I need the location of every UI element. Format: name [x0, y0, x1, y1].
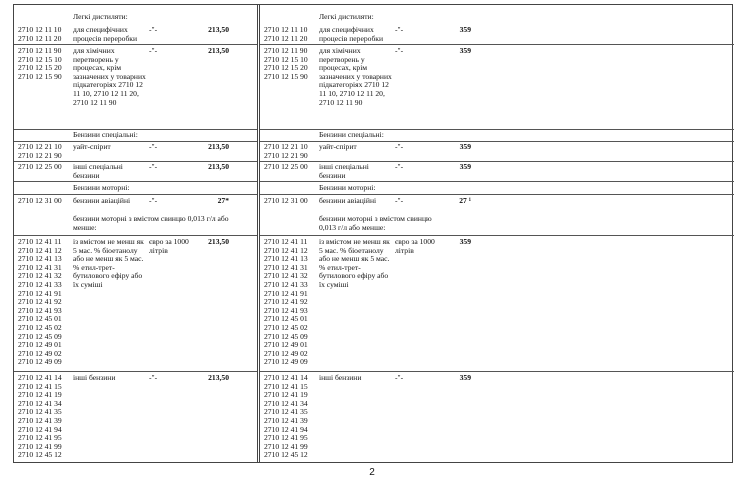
row-separator [14, 371, 257, 372]
unit-of-measure: -"- [149, 162, 158, 171]
unit-of-measure: -"- [395, 46, 404, 55]
goods-description: для хімічних перетворень у процесах, крім зазначених у товарних підкатегоріях 2710 12 11 10, 2710 12 11 20, 2710 12 11 90 [73, 46, 146, 107]
row-separator [14, 44, 257, 45]
tariff-codes: 2710 12 31 00 [18, 196, 62, 205]
row-separator [260, 44, 734, 45]
excise-rate: 213,50 [208, 237, 229, 246]
goods-description: інші спеціальні бензини [319, 162, 369, 180]
section-heading: Легкі дистиляти: [319, 12, 374, 21]
goods-description: із вмістом не менш як 5 мас. % біоетанолу або не менш як 5 мас. % етил-трет-бутилового ефіру або їх суміші [73, 237, 144, 289]
tariff-codes: 2710 12 41 14 2710 12 41 15 2710 12 41 19 2710 12 41 34 2710 12 41 35 2710 12 41 39 2710 12 41 94 2710 12 41 95 2710 12 41 99 2710 12 45 12 [18, 373, 62, 460]
row-separator [260, 181, 734, 182]
section-heading: Легкі дистиляти: [73, 12, 128, 21]
comparison-table [13, 4, 733, 463]
section-heading: Бензини спеціальні: [73, 130, 138, 139]
excise-rate: 213,50 [208, 162, 229, 171]
tariff-codes: 2710 12 25 00 [18, 162, 62, 171]
unit-of-measure: -"- [395, 196, 404, 205]
page-number: 2 [369, 467, 375, 478]
row-separator [260, 235, 734, 236]
excise-rate: 27* [217, 196, 229, 205]
unit-of-measure: євро за 1000 літрів [149, 237, 189, 255]
tariff-codes: 2710 12 11 90 2710 12 15 10 2710 12 15 20 2710 12 15 90 [18, 46, 62, 81]
row-separator [260, 371, 734, 372]
excise-rate: 359 [459, 237, 471, 246]
row-separator [260, 194, 734, 195]
tariff-codes: 2710 12 11 90 2710 12 15 10 2710 12 15 20 2710 12 15 90 [264, 46, 308, 81]
excise-rate: 213,50 [208, 25, 229, 34]
section-heading: Бензини моторні: [73, 183, 130, 192]
unit-of-measure: -"- [395, 142, 404, 151]
section-heading: Бензини спеціальні: [319, 130, 384, 139]
tariff-codes: 2710 12 41 11 2710 12 41 12 2710 12 41 13 2710 12 41 31 2710 12 41 32 2710 12 41 33 2710 12 41 91 2710 12 41 92 2710 12 41 93 2710 12 45 01 2710 12 45 02 2710 12 45 09 2710 12 49 01 2710 12 49 02 2710 12 49 09 [264, 237, 308, 367]
excise-rate: 213,50 [208, 46, 229, 55]
tariff-codes: 2710 12 41 11 2710 12 41 12 2710 12 41 13 2710 12 41 31 2710 12 41 32 2710 12 41 33 2710 12 41 91 2710 12 41 92 2710 12 41 93 2710 12 45 01 2710 12 45 02 2710 12 45 09 2710 12 49 01 2710 12 49 02 2710 12 49 09 [18, 237, 62, 367]
row-separator [14, 194, 257, 195]
unit-of-measure: -"- [395, 373, 404, 382]
unit-of-measure: євро за 1000 літрів [395, 237, 435, 255]
section-heading: Бензини моторні: [319, 183, 376, 192]
tariff-codes: 2710 12 31 00 [264, 196, 308, 205]
tariff-codes: 2710 12 21 10 2710 12 21 90 [18, 142, 62, 160]
tariff-codes: 2710 12 21 10 2710 12 21 90 [264, 142, 308, 160]
excise-rate: 359 [459, 373, 471, 382]
unit-of-measure: -"- [149, 142, 158, 151]
unit-of-measure: -"- [395, 162, 404, 171]
goods-description: уайт-спірит [319, 142, 357, 151]
tariff-codes: 2710 12 41 14 2710 12 41 15 2710 12 41 19 2710 12 41 34 2710 12 41 35 2710 12 41 39 2710 12 41 94 2710 12 41 95 2710 12 41 99 2710 12 45 12 [264, 373, 308, 460]
tariff-codes: 2710 12 25 00 [264, 162, 308, 171]
excise-rate: 213,50 [208, 373, 229, 382]
left-column-old-version [14, 5, 257, 462]
tariff-codes: 2710 12 11 10 2710 12 11 20 [264, 25, 308, 43]
right-column-new-version [260, 5, 734, 462]
goods-description: для хімічних перетворень у процесах, крім зазначених у товарних підкатегоріях 2710 12 11 10, 2710 12 11 20, 2710 12 11 90 [319, 46, 392, 107]
goods-description: бензини авіаційні [73, 196, 131, 205]
unit-of-measure: -"- [149, 25, 158, 34]
row-separator [14, 181, 257, 182]
goods-description: інші бензини [319, 373, 362, 382]
excise-rate: 213,50 [208, 142, 229, 151]
excise-rate: 359 [459, 162, 471, 171]
goods-description: уайт-спірит [73, 142, 111, 151]
row-separator [14, 235, 257, 236]
unit-of-measure: -"- [149, 373, 158, 382]
unit-of-measure: -"- [149, 46, 158, 55]
goods-description: інші спеціальні бензини [73, 162, 123, 180]
excise-rate: 359 [459, 25, 471, 34]
goods-description: для специфічних процесів переробки [319, 25, 384, 43]
goods-description: бензини авіаційні [319, 196, 377, 205]
goods-description: інші бензини [73, 373, 116, 382]
excise-rate: 359 [459, 46, 471, 55]
unit-of-measure: -"- [149, 196, 158, 205]
excise-rate: 27 ¹ [459, 196, 471, 205]
section-heading: бензини моторні з вмістом свинцю 0,013 г/л або менше: [73, 214, 229, 232]
goods-description: для специфічних процесів переробки [73, 25, 138, 43]
tariff-codes: 2710 12 11 10 2710 12 11 20 [18, 25, 62, 43]
unit-of-measure: -"- [395, 25, 404, 34]
goods-description: із вмістом не менш як 5 мас. % біоетанолу або не менш як 5 мас. % етил-трет-бутилового ефіру або їх суміші [319, 237, 390, 289]
section-heading: бензини моторні з вмістом свинцю 0,013 г/л або менше: [319, 214, 432, 232]
excise-rate: 359 [459, 142, 471, 151]
